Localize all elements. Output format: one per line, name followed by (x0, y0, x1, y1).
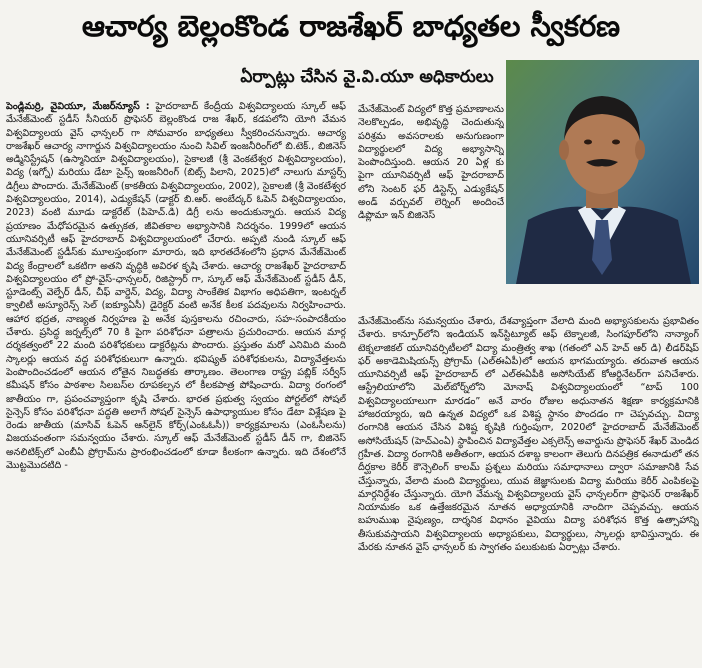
right-column-top-text: మేనేజ్‌మెంట్ విద్యలో కొత్త ప్రమాణాలను నెలకొల్పడం, అభివృద్ధి చెందుతున్న పరిశ్రమ అవసరాలకు అనుగుణంగా విద్యార్థులలో విద్య అభ్యాసాన్ని పెంపొందిస్తుంది. ఆయన 20 ఏళ్ల కు పైగా యూనివర్సిటీ ఆఫ్ హైదరాబాద్ లోని సెంటర్ ఫర్ డిస్టెన్స్ ఎడ్యుకేషన్ అండ్ వర్చువల్ లెర్నింగ్ అందించే డిప్లొమా ఇన్ బిజినెస్ (358, 104, 504, 222)
right-eye (612, 140, 620, 145)
left-column (6, 100, 346, 664)
headline: ఆచార్య బెల్లంకొండ రాజశేఖర్ బాధ్యతల స్వీకరణ (81, 9, 621, 43)
right-column-bottom-text: మేనేజ్‌మెంట్‌ను సమన్వయం చేశారు, దేశవ్యాప్తంగా వేలాది మంది అభ్యాసకులను ప్రభావితం చేశారు. కాన్పూర్‌లోని ఇండియన్ ఇన్‌స్టిట్యూట్ ఆఫ్ టెక్నాలజీ, సింగపూర్‌లోని నాన్యాంగ్ టెక్నలాజికల్ యూనివర్సిటీలలో విద్యా మంత్రిత్వ శాఖ (గతంలో ఎన్ హెచ్ ఆర్ డి) లీడర్‌షిప్ ఫర్ అకాడెమిషియన్స్ ప్రోగ్రామ్ (ఎల్‌ఈఏపీ)లో ఆయన భాగమయ్యారు. తరువాత ఆయన యూనివర్సిటీ ఆఫ్ హైదరాబాద్ లో ఎల్‌ఈఏపీకి అసోసియేట్ కోఆర్డినేటర్‌గా పనిచేశారు. ఆస్ట్రేలియాలోని మెల్‌బోర్న్‌లోని మోనాష్ విశ్వవిద్యాలయంలో “టాప్ 100 విశ్వవిద్యాలయాలుగా మారడం” అనే వారం రోజుల అధునాతన శిక్షణా కార్యక్రమానికి హాజరయ్యారు, ఇది ఉన్నత విద్యలో ఒక విశిష్ట స్థానం పొందడం గా చెప్పవచ్చు. విద్యా రంగానికి ఆయన చేసిన విశిష్ట కృషికి గుర్తింపుగా, 2020లో హైదరాబాద్ మేనేజ్‌మెంట్ అసోసియేషన్ (హెచ్‌ఎంఏ) స్థాపించిన విద్యావేత్తల ఎక్సలెన్స్ అవార్డును ప్రొఫెసర్ శేఖర్ మెండిద గ్రహీత. విద్యా రంగానికి అతీతంగా, ఆయన దశాబ్ద కాలంగా తెలుగు దినపత్రిక ఈనాడులో తన దీర్ఘకాల కెరీర్ కౌన్సెలింగ్ కాలమ్ ప్రశ్నలు మరియు సమాధానాలు ద్వారా సమాజానికి సేవ చేస్తున్నారు, వేలాది మంది విద్యార్థులు, యువ జెజ్ఞాసులకు విద్యా మరియు కెరీర్ ఎంపికలపై మార్గనిర్దేశం చేస్తున్నారు. యోగి వేమన్న విశ్వవిద్యాలయ వైస్ ఛాన్సలర్‌గా ప్రొఫెసర్ రాజశేఖర్ నియామకం ఒక ఉత్తేజకరమైన నూతన అధ్యాయానికి నాందిగా చెప్పవచ్చు. ఆయన బహుముఖ నైపుణ్యం, దార్శనిక విధానం వైవియు విద్యా పరిశోధన కొత్త ఉత్సాహాన్ని తీసుకువస్తాయని విశ్వవిద్యాలయ అధ్యాపకులు, విద్యార్థులు, స్కాలర్లు భావిస్తున్నారు. ఈ మేరకు నూతన వైస్ ఛాన్సలర్ కు స్వాగతం పలుకుటకు ఏర్పాట్లు చేశారు. (358, 316, 699, 554)
right-column-bottom (358, 315, 699, 665)
left-column-text (6, 100, 346, 472)
right-column-top (358, 103, 504, 315)
portrait-illustration (506, 60, 699, 284)
right-ear (635, 140, 645, 160)
left-ear (559, 140, 569, 160)
left-eye (584, 140, 592, 145)
portrait-photo (506, 60, 699, 284)
left-column-body: హైదరాబాద్ కేంద్రీయ విశ్వవిద్యాలయ స్కూల్ ఆఫ్ మేనేజ్‌మెంట్ స్టడీస్ సీనియర్ ప్రొఫెసర్ బెల్లంకొండ రాజ శేఖర్, కడపలోని యోగి వేమన విశ్వవిద్యాలయ వైస్ ఛాన్సలర్ గా సోమవారం బాధ్యతలు స్వీకరించనున్నారు. ఆచార్య రాజశేఖర్ ఆచార్య నాగార్జున విశ్వవిద్యాలయం నుంచి సివిల్ ఇంజనీరింగ్‌లో బి.టెక్., బిజినెస్ అడ్మినిస్ట్రేషన్ (ఉస్మానియా విశ్వవిద్యాలయం), సైకాలజీ (శ్రీ వెంకటేశ్వర విశ్వవిద్యాలయం), విద్య (ఇగ్నో) మరియు డేటా సైన్స్ ఇంజనీరింగ్ (బిట్స్ పిలాని, 2025)లో నాలుగు మాస్టర్స్ డిగ్రీలు పొందారు. మేనేజ్‌మెంట్ (కాకతీయ విశ్వవిద్యాలయం, 2002), సైకాలజీ (శ్రీ వెంకటేశ్వర విశ్వవిద్యాలయం, 2014), ఎడ్యుకేషన్ (డాక్టర్ బి.ఆర్. అంబేద్కర్ ఓపెన్ విశ్వవిద్యాలయం, 2023) వంటి మూడు డాక్టరేట్ (పిహెచ్.డి) డిగ్రీ లను అందుకున్నారు. ఆయన విద్య ప్రయాణం మేధోపరమైన ఉత్సుకత, జీవితకాల అభ్యాసానికి నిదర్శనం. 1999లో ఆయన యూనివర్సిటీ ఆఫ్ హైదరాబాద్ విశ్వవిద్యాలయంలో చేరారు. అప్పటి నుండి స్కూల్ ఆఫ్ మేనేజ్‌మెంట్ స్టడీస్‌కు మూలస్తంభంగా మారారు, ఇది భారతదేశంలోని ప్రధాన మేనేజ్‌మెంట్ విద్య కేంద్రాలలో ఒకటిగా అతని వృద్ధికి అవిరళ కృషి చేశారు. ఆచార్య రాజశేఖర్ హైదరాబాద్ విశ్వవిద్యాలయం లో ప్రో-వైస్-ఛాన్సలర్, రిజిస్ట్రార్ గా, స్కూల్ ఆఫ్ మేనేజ్‌మెంట్ స్టడీస్ డీన్, స్టూడెంట్స్ వెల్ఫేర్ డీన్, చీఫ్ వార్డెన్, విద్య, విద్యా సాంకేతిక విభాగం అధిపతిగా, ఇంటర్నల్ క్వాలిటీ అస్యూరెన్స్ సెల్ (ఐక్యూఏసీ) డైరెక్టర్ వంటి అనేక కీలక పదవులను నిర్వహించారు. ఆహార భద్రత, నాణ్యత నిర్వహణ పై అనేక పుస్తకాలను రచించారు, సహ-సంపాదకీయం చేశారు. ప్రసిద్ధ జర్నల్స్‌లో 70 కి పైగా పరిశోధనా పత్రాలను ప్రచురించారు. ఆయన మార్గ దర్శకత్వంలో 22 మంది పరిశోధకులు డాక్టరేట్లను పొందారు. ప్రస్తుతం మరో ఎనిమిది మంది స్కాలర్లు ఆయన వద్ద పరిశోధకులుగా ఉన్నారు. భవిష్యత్ పరిశోధకులను, విద్యావేత్తలను పెంపొందించడంలో ఆయన లోతైన నిబద్ధతకు తార్కాణం. తెలంగాణ రాష్ట్ర పబ్లిక్ సర్వీస్ కమీషన్ కోసం పాఠశాల సిలబస్‌ల రూపకల్పన లో కీలకపాత్ర పోషించారు. విద్యా రంగంలో జాతీయం గా, ప్రపంచవ్యాప్తంగా కృషి చేశారు. భారత ప్రభుత్వ స్వయం పోర్టల్‌లో సోషల్ సైన్సెస్ కోసం పరిశోధనా పద్ధతి అలాగే సోషల్ సైన్సెస్ ఉపాధ్యాయుల కోసం డేటా విశ్లేషణ పై రెండు జాతీయ (మాసివ్ ఓపెన్ ఆన్‌లైన్ కోర్స్(ఎంఓఓసీ)) కార్యక్రమాలను (ఎంఓసీలను) విజయవంతంగా సమన్వయం చేశారు. స్కూల్ ఆఫ్ మేనేజ్‌మెంట్ స్టడీస్ డీన్ గా, బిజినెస్ అనలిటిక్స్‌లో ఎంబీఏ ప్రోగ్రామ్‌ను ప్రారంభించడంలో కూడా కీలకంగా ఉన్నారు. ఇది దేశంలోనే మొట్టమొదటిది - (6, 101, 346, 472)
dateline: పెండ్లిమర్రి, వైవియూ, మేజర్‌న్యూస్ : (6, 101, 150, 112)
subheadline: ఏర్పాట్లు చేసిన వై.వి.యూ అధికారులు (240, 67, 494, 87)
